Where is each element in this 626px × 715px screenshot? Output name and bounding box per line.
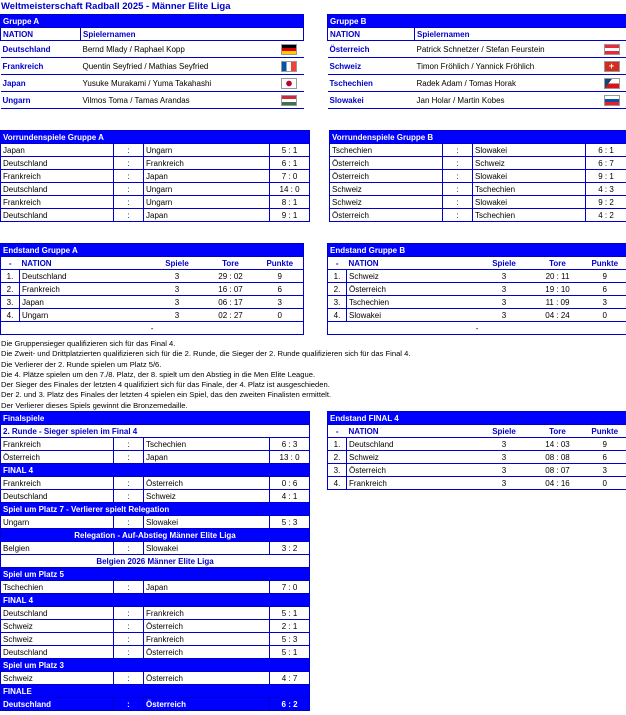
- group-b-table: [327, 14, 626, 109]
- score: 9 : 1: [270, 209, 310, 222]
- games: 3: [477, 477, 532, 490]
- stand-b-footer: -: [328, 322, 626, 335]
- game-row: [1, 633, 310, 646]
- game-row: [1, 451, 310, 464]
- score-separator: :: [443, 183, 473, 196]
- prelim-b-table: [329, 130, 626, 222]
- game-row: [1, 196, 310, 209]
- game-row: [1, 209, 310, 222]
- column-header: Punkte: [584, 425, 626, 438]
- stand-final4-header: Endstand FINAL 4: [328, 412, 626, 425]
- nation: Tschechien: [347, 296, 477, 309]
- score-separator: :: [114, 438, 144, 451]
- points: 3: [584, 296, 626, 309]
- game-row: [330, 183, 626, 196]
- standing-row: [328, 283, 626, 296]
- score-separator: :: [443, 144, 473, 157]
- away-team: Ungarn: [144, 144, 270, 157]
- score: 6 : 3: [270, 438, 310, 451]
- games: 3: [150, 309, 205, 322]
- section-label: Spiel um Platz 7 - Verlierer spielt Relegation: [1, 503, 310, 516]
- group-b-header: Gruppe B: [328, 15, 626, 28]
- home-team: Tschechien: [1, 581, 114, 594]
- hungary-flag-icon: [281, 95, 297, 106]
- nation: Japan: [20, 296, 150, 309]
- position: 1.: [328, 270, 347, 283]
- score-separator: :: [114, 646, 144, 659]
- home-team: Deutschland: [1, 698, 114, 711]
- away-team: Österreich: [144, 477, 270, 490]
- note-line: Der Sieger des Finales der letzten 4 qualifiziert sich für das Finale, der 4. Platz ist ausgeschieden.: [1, 380, 330, 390]
- austria-flag-icon: [604, 44, 620, 55]
- column-header: Tore: [205, 257, 257, 270]
- position: 2.: [1, 283, 20, 296]
- away-team: Tschechien: [473, 209, 586, 222]
- home-team: Tschechien: [330, 144, 443, 157]
- score: 14 : 0: [270, 183, 310, 196]
- score-separator: :: [114, 620, 144, 633]
- score-separator: :: [114, 196, 144, 209]
- standing-row: [328, 451, 626, 464]
- goals: 14 : 03: [532, 438, 584, 451]
- away-team: Slowakei: [473, 170, 586, 183]
- column-header: Punkte: [584, 257, 626, 270]
- nation-cell: Österreich: [328, 41, 415, 58]
- game-row: [1, 183, 310, 196]
- home-team: Deutschland: [1, 607, 114, 620]
- games: 3: [150, 283, 205, 296]
- score: 9 : 2: [586, 196, 626, 209]
- standing-row: [328, 309, 626, 322]
- score-separator: :: [114, 183, 144, 196]
- france-flag-icon: [281, 61, 297, 72]
- stand-final4-table: [327, 411, 626, 490]
- note-line: Die Zweit- und Drittplatzierten qualifizieren sich für die 2. Runde, die Sieger der 2. Runde qualifizieren sich für das Final 4.: [1, 349, 411, 359]
- goals: 06 : 17: [205, 296, 257, 309]
- column-header: -: [328, 425, 347, 438]
- nation: Österreich: [347, 464, 477, 477]
- nation: Schweiz: [347, 270, 477, 283]
- points: 9: [257, 270, 304, 283]
- page-title: Weltmeisterschaft Radball 2025 - Männer Elite Liga: [1, 1, 231, 12]
- section-label: Spiel um Platz 3: [1, 659, 310, 672]
- home-team: Österreich: [330, 170, 443, 183]
- home-team: Deutschland: [1, 646, 114, 659]
- finals-table: [0, 411, 310, 711]
- column-header: Tore: [532, 257, 584, 270]
- score: 3 : 2: [270, 542, 310, 555]
- score: 6 : 1: [586, 144, 626, 157]
- game-row: [1, 438, 310, 451]
- group-a-header: Gruppe A: [1, 15, 304, 28]
- game-row: [1, 516, 310, 529]
- standing-row: [1, 296, 304, 309]
- score-separator: :: [114, 451, 144, 464]
- home-team: Frankreich: [1, 196, 114, 209]
- nation: Ungarn: [20, 309, 150, 322]
- score: 0 : 6: [270, 477, 310, 490]
- position: 2.: [328, 283, 347, 296]
- nation: Deutschland: [347, 438, 477, 451]
- away-team: Tschechien: [144, 438, 270, 451]
- players-cell: Bernd Mlady / Raphael Kopp: [81, 41, 274, 58]
- game-row: [1, 607, 310, 620]
- position: 4.: [328, 477, 347, 490]
- notes: [1, 339, 410, 411]
- away-team: Österreich: [144, 672, 270, 685]
- game-row: [1, 490, 310, 503]
- points: 9: [584, 270, 626, 283]
- game-row: [1, 672, 310, 685]
- score: 6 : 1: [270, 157, 310, 170]
- games: 3: [477, 464, 532, 477]
- standing-row: [328, 296, 626, 309]
- nation-cell: Japan: [1, 75, 81, 92]
- nation: Frankreich: [347, 477, 477, 490]
- score-separator: :: [443, 196, 473, 209]
- score-separator: :: [114, 698, 144, 711]
- game-row: [1, 581, 310, 594]
- score-separator: :: [443, 157, 473, 170]
- game-row: [1, 170, 310, 183]
- note-line: Die Verlierer der 2. Runde spielen um Platz 5/6.: [1, 359, 162, 369]
- home-team: Schweiz: [1, 620, 114, 633]
- score: 9 : 1: [586, 170, 626, 183]
- czech-flag-icon: [604, 78, 620, 89]
- nation: Deutschland: [20, 270, 150, 283]
- nation-cell: Slowakei: [328, 92, 415, 109]
- home-team: Schweiz: [330, 196, 443, 209]
- score-separator: :: [114, 477, 144, 490]
- away-team: Ungarn: [144, 183, 270, 196]
- game-row: [330, 209, 626, 222]
- col-players: Spielernamen: [81, 28, 304, 41]
- away-team: Japan: [144, 170, 270, 183]
- section-label: Spiel um Platz 5: [1, 568, 310, 581]
- goals: 08 : 07: [532, 464, 584, 477]
- game-row: [330, 144, 626, 157]
- away-team: Tschechien: [473, 183, 586, 196]
- game-row: [330, 157, 626, 170]
- away-team: Österreich: [144, 620, 270, 633]
- nation: Schweiz: [347, 451, 477, 464]
- section-label: 2. Runde - Sieger spielen im Final 4: [1, 425, 310, 438]
- standing-row: [328, 438, 626, 451]
- slovakia-flag-icon: [604, 95, 620, 106]
- points: 6: [584, 451, 626, 464]
- standing-row: [1, 309, 304, 322]
- score: 4 : 7: [270, 672, 310, 685]
- points: 6: [584, 283, 626, 296]
- game-row: [1, 542, 310, 555]
- away-team: Frankreich: [144, 157, 270, 170]
- score-separator: :: [114, 607, 144, 620]
- home-team: Schweiz: [1, 672, 114, 685]
- score: 4 : 1: [270, 490, 310, 503]
- note-line: Die Gruppensieger qualifizieren sich für das Final 4.: [1, 339, 176, 348]
- section-label: FINAL 4: [1, 464, 310, 477]
- column-header: -: [1, 257, 20, 270]
- nation: Slowakei: [347, 309, 477, 322]
- nation-cell: Tschechien: [328, 75, 415, 92]
- section-label: Finalspiele: [1, 412, 310, 425]
- games: 3: [150, 296, 205, 309]
- game-row: [1, 620, 310, 633]
- column-header: NATION: [347, 425, 477, 438]
- away-team: Japan: [144, 581, 270, 594]
- points: 0: [257, 309, 304, 322]
- stand-a-header: Endstand Gruppe A: [1, 244, 304, 257]
- points: 0: [584, 477, 626, 490]
- away-team: Slowakei: [473, 144, 586, 157]
- nation: Österreich: [347, 283, 477, 296]
- position: 3.: [328, 464, 347, 477]
- standing-row: [328, 270, 626, 283]
- away-team: Frankreich: [144, 633, 270, 646]
- score: 5 : 1: [270, 646, 310, 659]
- away-team: Frankreich: [144, 607, 270, 620]
- note-line: Der Verlierer dieses Spiels gewinnt die Bronzemedaille.: [1, 400, 188, 410]
- game-row: [330, 170, 626, 183]
- score: 5 : 1: [270, 607, 310, 620]
- players-cell: Jan Holar / Martin Kobes: [415, 92, 597, 109]
- score: 7 : 0: [270, 170, 310, 183]
- away-team: Japan: [144, 451, 270, 464]
- away-team: Slowakei: [473, 196, 586, 209]
- goals: 20 : 11: [532, 270, 584, 283]
- points: 6: [257, 283, 304, 296]
- players-cell: Quentin Seyfried / Mathias Seyfried: [81, 58, 274, 75]
- score: 2 : 1: [270, 620, 310, 633]
- away-team: Schweiz: [473, 157, 586, 170]
- nation: Frankreich: [20, 283, 150, 296]
- score-separator: :: [114, 516, 144, 529]
- goals: 19 : 10: [532, 283, 584, 296]
- goals: 11 : 09: [532, 296, 584, 309]
- section-label: Belgien 2026 Männer Elite Liga: [1, 555, 310, 568]
- position: 3.: [328, 296, 347, 309]
- home-team: Belgien: [1, 542, 114, 555]
- game-row: [1, 157, 310, 170]
- home-team: Deutschland: [1, 490, 114, 503]
- score: 8 : 1: [270, 196, 310, 209]
- score-separator: :: [114, 672, 144, 685]
- home-team: Deutschland: [1, 183, 114, 196]
- prelim-a-table: [0, 130, 310, 222]
- home-team: Schweiz: [330, 183, 443, 196]
- germany-flag-icon: [281, 44, 297, 55]
- players-cell: Yusuke Murakami / Yuma Takahashi: [81, 75, 274, 92]
- score: 4 : 2: [586, 209, 626, 222]
- nation-cell: Schweiz: [328, 58, 415, 75]
- home-team: Frankreich: [1, 477, 114, 490]
- standing-row: [328, 464, 626, 477]
- position: 4.: [328, 309, 347, 322]
- goals: 08 : 08: [532, 451, 584, 464]
- section-label: Relegation - Auf-Abstieg Männer Elite Liga: [1, 529, 310, 542]
- score: 7 : 0: [270, 581, 310, 594]
- note-line: Die 4. Plätze spielen um den 7./8. Platz, der 8. spielt um den Abstieg in die Men Elite League.: [1, 369, 316, 379]
- home-team: Ungarn: [1, 516, 114, 529]
- score-separator: :: [114, 490, 144, 503]
- position: 2.: [328, 451, 347, 464]
- away-team: Schweiz: [144, 490, 270, 503]
- position: 1.: [328, 438, 347, 451]
- players-cell: Patrick Schnetzer / Stefan Feurstein: [415, 41, 597, 58]
- home-team: Österreich: [1, 451, 114, 464]
- score: 5 : 1: [270, 144, 310, 157]
- nation-cell: Deutschland: [1, 41, 81, 58]
- standing-row: [1, 283, 304, 296]
- score: 13 : 0: [270, 451, 310, 464]
- points: 3: [257, 296, 304, 309]
- games: 3: [477, 309, 532, 322]
- home-team: Frankreich: [1, 438, 114, 451]
- players-cell: Radek Adam / Tomas Horak: [415, 75, 597, 92]
- goals: 02 : 27: [205, 309, 257, 322]
- score-separator: :: [443, 209, 473, 222]
- game-row: [1, 144, 310, 157]
- japan-flag-icon: [281, 78, 297, 89]
- score: 6 : 2: [270, 698, 310, 711]
- score: 6 : 7: [586, 157, 626, 170]
- score: 5 : 3: [270, 516, 310, 529]
- finale-row: [1, 698, 310, 711]
- section-label: FINAL 4: [1, 594, 310, 607]
- stand-b-header: Endstand Gruppe B: [328, 244, 626, 257]
- home-team: Österreich: [330, 209, 443, 222]
- score-separator: :: [114, 581, 144, 594]
- score-separator: :: [114, 542, 144, 555]
- column-header: NATION: [347, 257, 477, 270]
- game-row: [1, 477, 310, 490]
- prelim-a-header: Vorrundenspiele Gruppe A: [1, 131, 310, 144]
- away-team: Ungarn: [144, 196, 270, 209]
- goals: 29 : 02: [205, 270, 257, 283]
- column-header: Spiele: [477, 257, 532, 270]
- home-team: Schweiz: [1, 633, 114, 646]
- home-team: Frankreich: [1, 170, 114, 183]
- score-separator: :: [114, 144, 144, 157]
- goals: 16 : 07: [205, 283, 257, 296]
- col-nation: NATION: [1, 28, 81, 41]
- game-row: [1, 646, 310, 659]
- score-separator: :: [114, 157, 144, 170]
- games: 3: [477, 438, 532, 451]
- position: 4.: [1, 309, 20, 322]
- switzerland-flag-icon: +: [604, 61, 620, 72]
- section-label: FINALE: [1, 685, 310, 698]
- column-header: Spiele: [150, 257, 205, 270]
- games: 3: [477, 451, 532, 464]
- games: 3: [477, 270, 532, 283]
- home-team: Deutschland: [1, 157, 114, 170]
- games: 3: [477, 296, 532, 309]
- points: 0: [584, 309, 626, 322]
- position: 3.: [1, 296, 20, 309]
- position: 1.: [1, 270, 20, 283]
- score-separator: :: [114, 633, 144, 646]
- standing-row: [1, 270, 304, 283]
- nation-cell: Frankreich: [1, 58, 81, 75]
- stand-a-table: [0, 243, 304, 335]
- column-header: Spiele: [477, 425, 532, 438]
- away-team: Slowakei: [144, 516, 270, 529]
- column-header: Punkte: [257, 257, 304, 270]
- stand-b-table: [327, 243, 626, 335]
- col-players: Spielernamen: [415, 28, 626, 41]
- nation-cell: Ungarn: [1, 92, 81, 109]
- away-team: Japan: [144, 209, 270, 222]
- score-separator: :: [114, 170, 144, 183]
- points: 3: [584, 464, 626, 477]
- column-header: NATION: [20, 257, 150, 270]
- standing-row: [328, 477, 626, 490]
- game-row: [330, 196, 626, 209]
- score-separator: :: [114, 209, 144, 222]
- points: 9: [584, 438, 626, 451]
- col-nation: NATION: [328, 28, 415, 41]
- group-a-table: [0, 14, 304, 109]
- home-team: Japan: [1, 144, 114, 157]
- games: 3: [150, 270, 205, 283]
- goals: 04 : 24: [532, 309, 584, 322]
- away-team: Österreich: [144, 698, 270, 711]
- note-line: Der 2. und 3. Platz des Finales der letzten 4 spielen ein Spiel, das den zweiten Finalisten ermittelt.: [1, 390, 332, 400]
- home-team: Österreich: [330, 157, 443, 170]
- score: 4 : 3: [586, 183, 626, 196]
- prelim-b-header: Vorrundenspiele Gruppe B: [330, 131, 626, 144]
- goals: 04 : 16: [532, 477, 584, 490]
- away-team: Slowakei: [144, 542, 270, 555]
- stand-a-footer: -: [1, 322, 304, 335]
- column-header: -: [328, 257, 347, 270]
- home-team: Deutschland: [1, 209, 114, 222]
- score: 5 : 3: [270, 633, 310, 646]
- score-separator: :: [443, 170, 473, 183]
- games: 3: [477, 283, 532, 296]
- players-cell: Vilmos Toma / Tamas Arandas: [81, 92, 274, 109]
- away-team: Österreich: [144, 646, 270, 659]
- players-cell: Timon Fröhlich / Yannick Fröhlich: [415, 58, 597, 75]
- column-header: Tore: [532, 425, 584, 438]
